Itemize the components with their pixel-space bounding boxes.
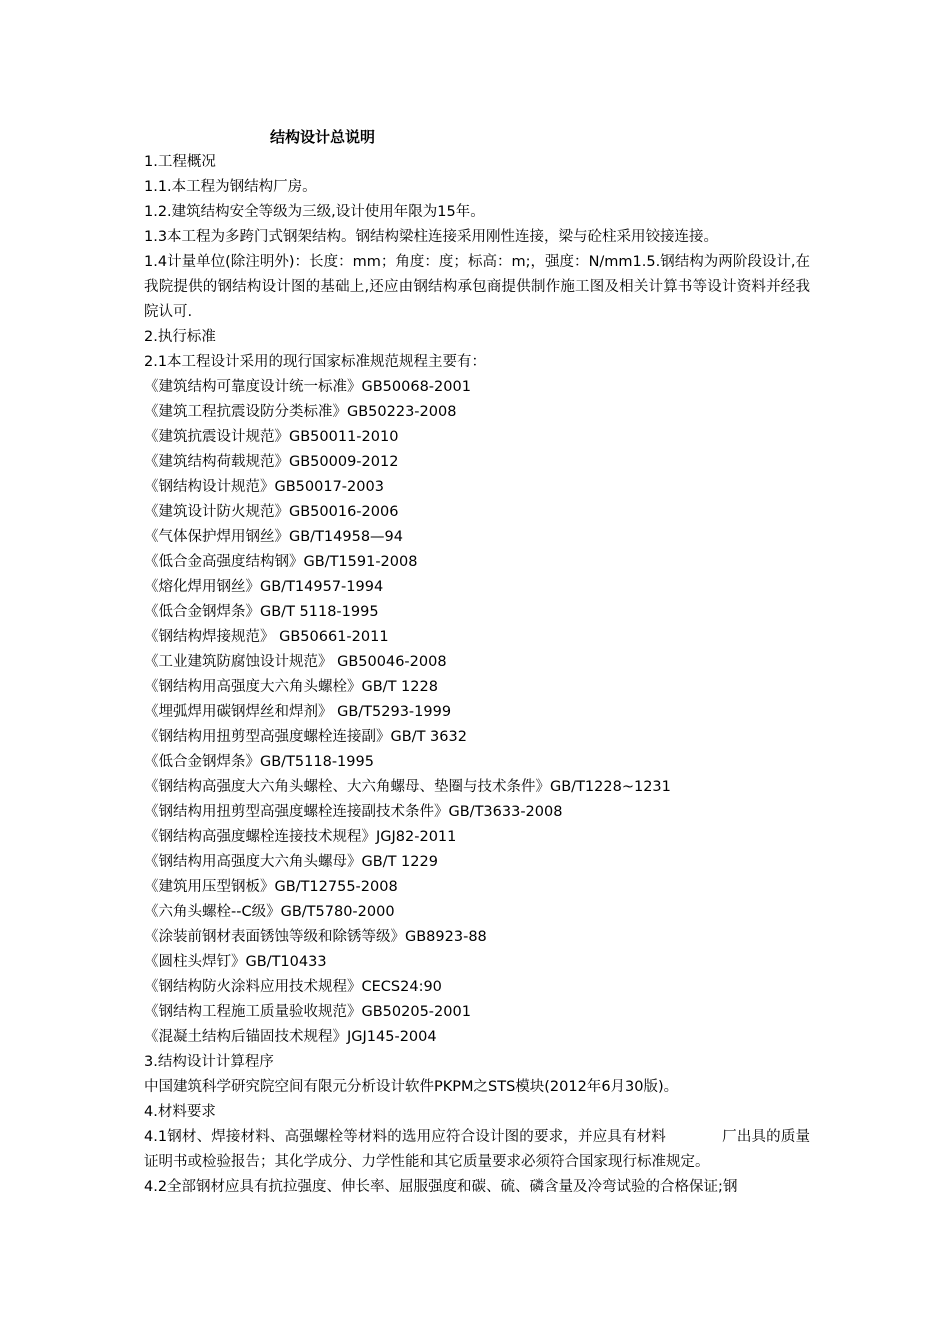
standard-item: 《钢结构设计规范》GB50017-2003	[144, 479, 384, 495]
standard-item: 《埋弧焊用碳钢焊丝和焊剂》 GB/T5293-1999	[144, 704, 452, 720]
paragraph-1-4: 1.4计量单位(除注明外)：长度：mm；角度：度；标高：m;，强度：N/mm1.5.钢结构为两阶段设计,在我院提供的钢结构设计图的基础上,还应由钢结构承包商提供制作施工图及相关计算书等设计资料并经我院认可.	[144, 254, 810, 320]
standard-item: 《工业建筑防腐蚀设计规范》 GB50046-2008	[144, 654, 447, 670]
section-heading-calculation-software: 3.结构设计计算程序	[144, 1054, 274, 1070]
document-title: 结构设计总说明	[270, 128, 376, 146]
paragraph-4-1-part2: 厂出具的质量证明书或检验报告；其化学成分、力学性能和其它质量要求必须符合国家现行标准规定。	[144, 1129, 810, 1170]
paragraph-4-1	[144, 1125, 810, 1175]
paragraph-4-2: 4.2全部钢材应具有抗拉强度、伸长率、屈服强度和碳、硫、磷含量及冷弯试验的合格保证;钢	[144, 1179, 738, 1195]
standard-item: 《建筑结构荷载规范》GB50009-2012	[144, 454, 399, 470]
standard-item: 《钢结构用扭剪型高强度螺栓连接副技术条件》GB/T3633-2008	[144, 804, 563, 820]
document-body	[144, 125, 810, 1200]
paragraph-1-3: 1.3本工程为多跨门式钢架结构。钢结构梁柱连接采用刚性连接，梁与砼柱采用铰接连接。	[144, 229, 719, 245]
standard-item: 《钢结构高强度螺栓连接技术规程》JGJ82-2011	[144, 829, 457, 845]
section-heading-standards: 2.执行标准	[144, 329, 216, 345]
section-heading-project-overview: 1.工程概况	[144, 154, 216, 170]
standard-item: 《建筑抗震设计规范》GB50011-2010	[144, 429, 399, 445]
standard-item: 《圆柱头焊钉》GB/T10433	[144, 954, 327, 970]
section-heading-material-requirements: 4.材料要求	[144, 1104, 216, 1120]
standard-item: 《钢结构用高强度大六角头螺栓》GB/T 1228	[144, 679, 438, 695]
standard-item: 《钢结构高强度大六角头螺栓、大六角螺母、垫圈与技术条件》GB/T1228~1231	[144, 779, 671, 795]
paragraph-1-1: 1.1.本工程为钢结构厂房。	[144, 179, 317, 195]
standard-item: 《涂装前钢材表面锈蚀等级和除锈等级》GB8923-88	[144, 929, 487, 945]
standard-item: 《气体保护焊用钢丝》GB/T14958—94	[144, 529, 404, 545]
standard-item: 《熔化焊用钢丝》GB/T14957-1994	[144, 579, 384, 595]
standard-item: 《建筑设计防火规范》GB50016-2006	[144, 504, 399, 520]
standard-item: 《六角头螺栓--C级》GB/T5780-2000	[144, 904, 395, 920]
standard-item: 《混凝土结构后锚固技术规程》JGJ145-2004	[144, 1029, 437, 1045]
standards-list	[144, 375, 810, 1050]
standard-item: 《建筑结构可靠度设计统一标准》GB50068-2001	[144, 379, 471, 395]
paragraph-2-1: 2.1本工程设计采用的现行国家标准规范规程主要有：	[144, 354, 487, 370]
standard-item: 《建筑用压型钢板》GB/T12755-2008	[144, 879, 398, 895]
standard-item: 《低合金钢焊条》GB/T5118-1995	[144, 754, 374, 770]
paragraph-3-text: 中国建筑科学研究院空间有限元分析设计软件PKPM之STS模块(2012年6月30版)。	[144, 1079, 679, 1095]
paragraph-4-1-part1: 4.1钢材、焊接材料、高强螺栓等材料的选用应符合设计图的要求，并应具有材料	[144, 1129, 666, 1145]
standard-item: 《建筑工程抗震设防分类标准》GB50223-2008	[144, 404, 457, 420]
standard-item: 《低合金钢焊条》GB/T 5118-1995	[144, 604, 379, 620]
standard-item: 《钢结构用高强度大六角头螺母》GB/T 1229	[144, 854, 438, 870]
standard-item: 《钢结构用扭剪型高强度螺栓连接副》GB/T 3632	[144, 729, 467, 745]
standard-item: 《钢结构焊接规范》 GB50661-2011	[144, 629, 389, 645]
standard-item: 《钢结构工程施工质量验收规范》GB50205-2001	[144, 1004, 471, 1020]
standard-item: 《低合金高强度结构钢》GB/T1591-2008	[144, 554, 418, 570]
standard-item: 《钢结构防火涂料应用技术规程》CECS24:90	[144, 979, 442, 995]
paragraph-1-2: 1.2.建筑结构安全等级为三级,设计使用年限为15年。	[144, 204, 485, 220]
